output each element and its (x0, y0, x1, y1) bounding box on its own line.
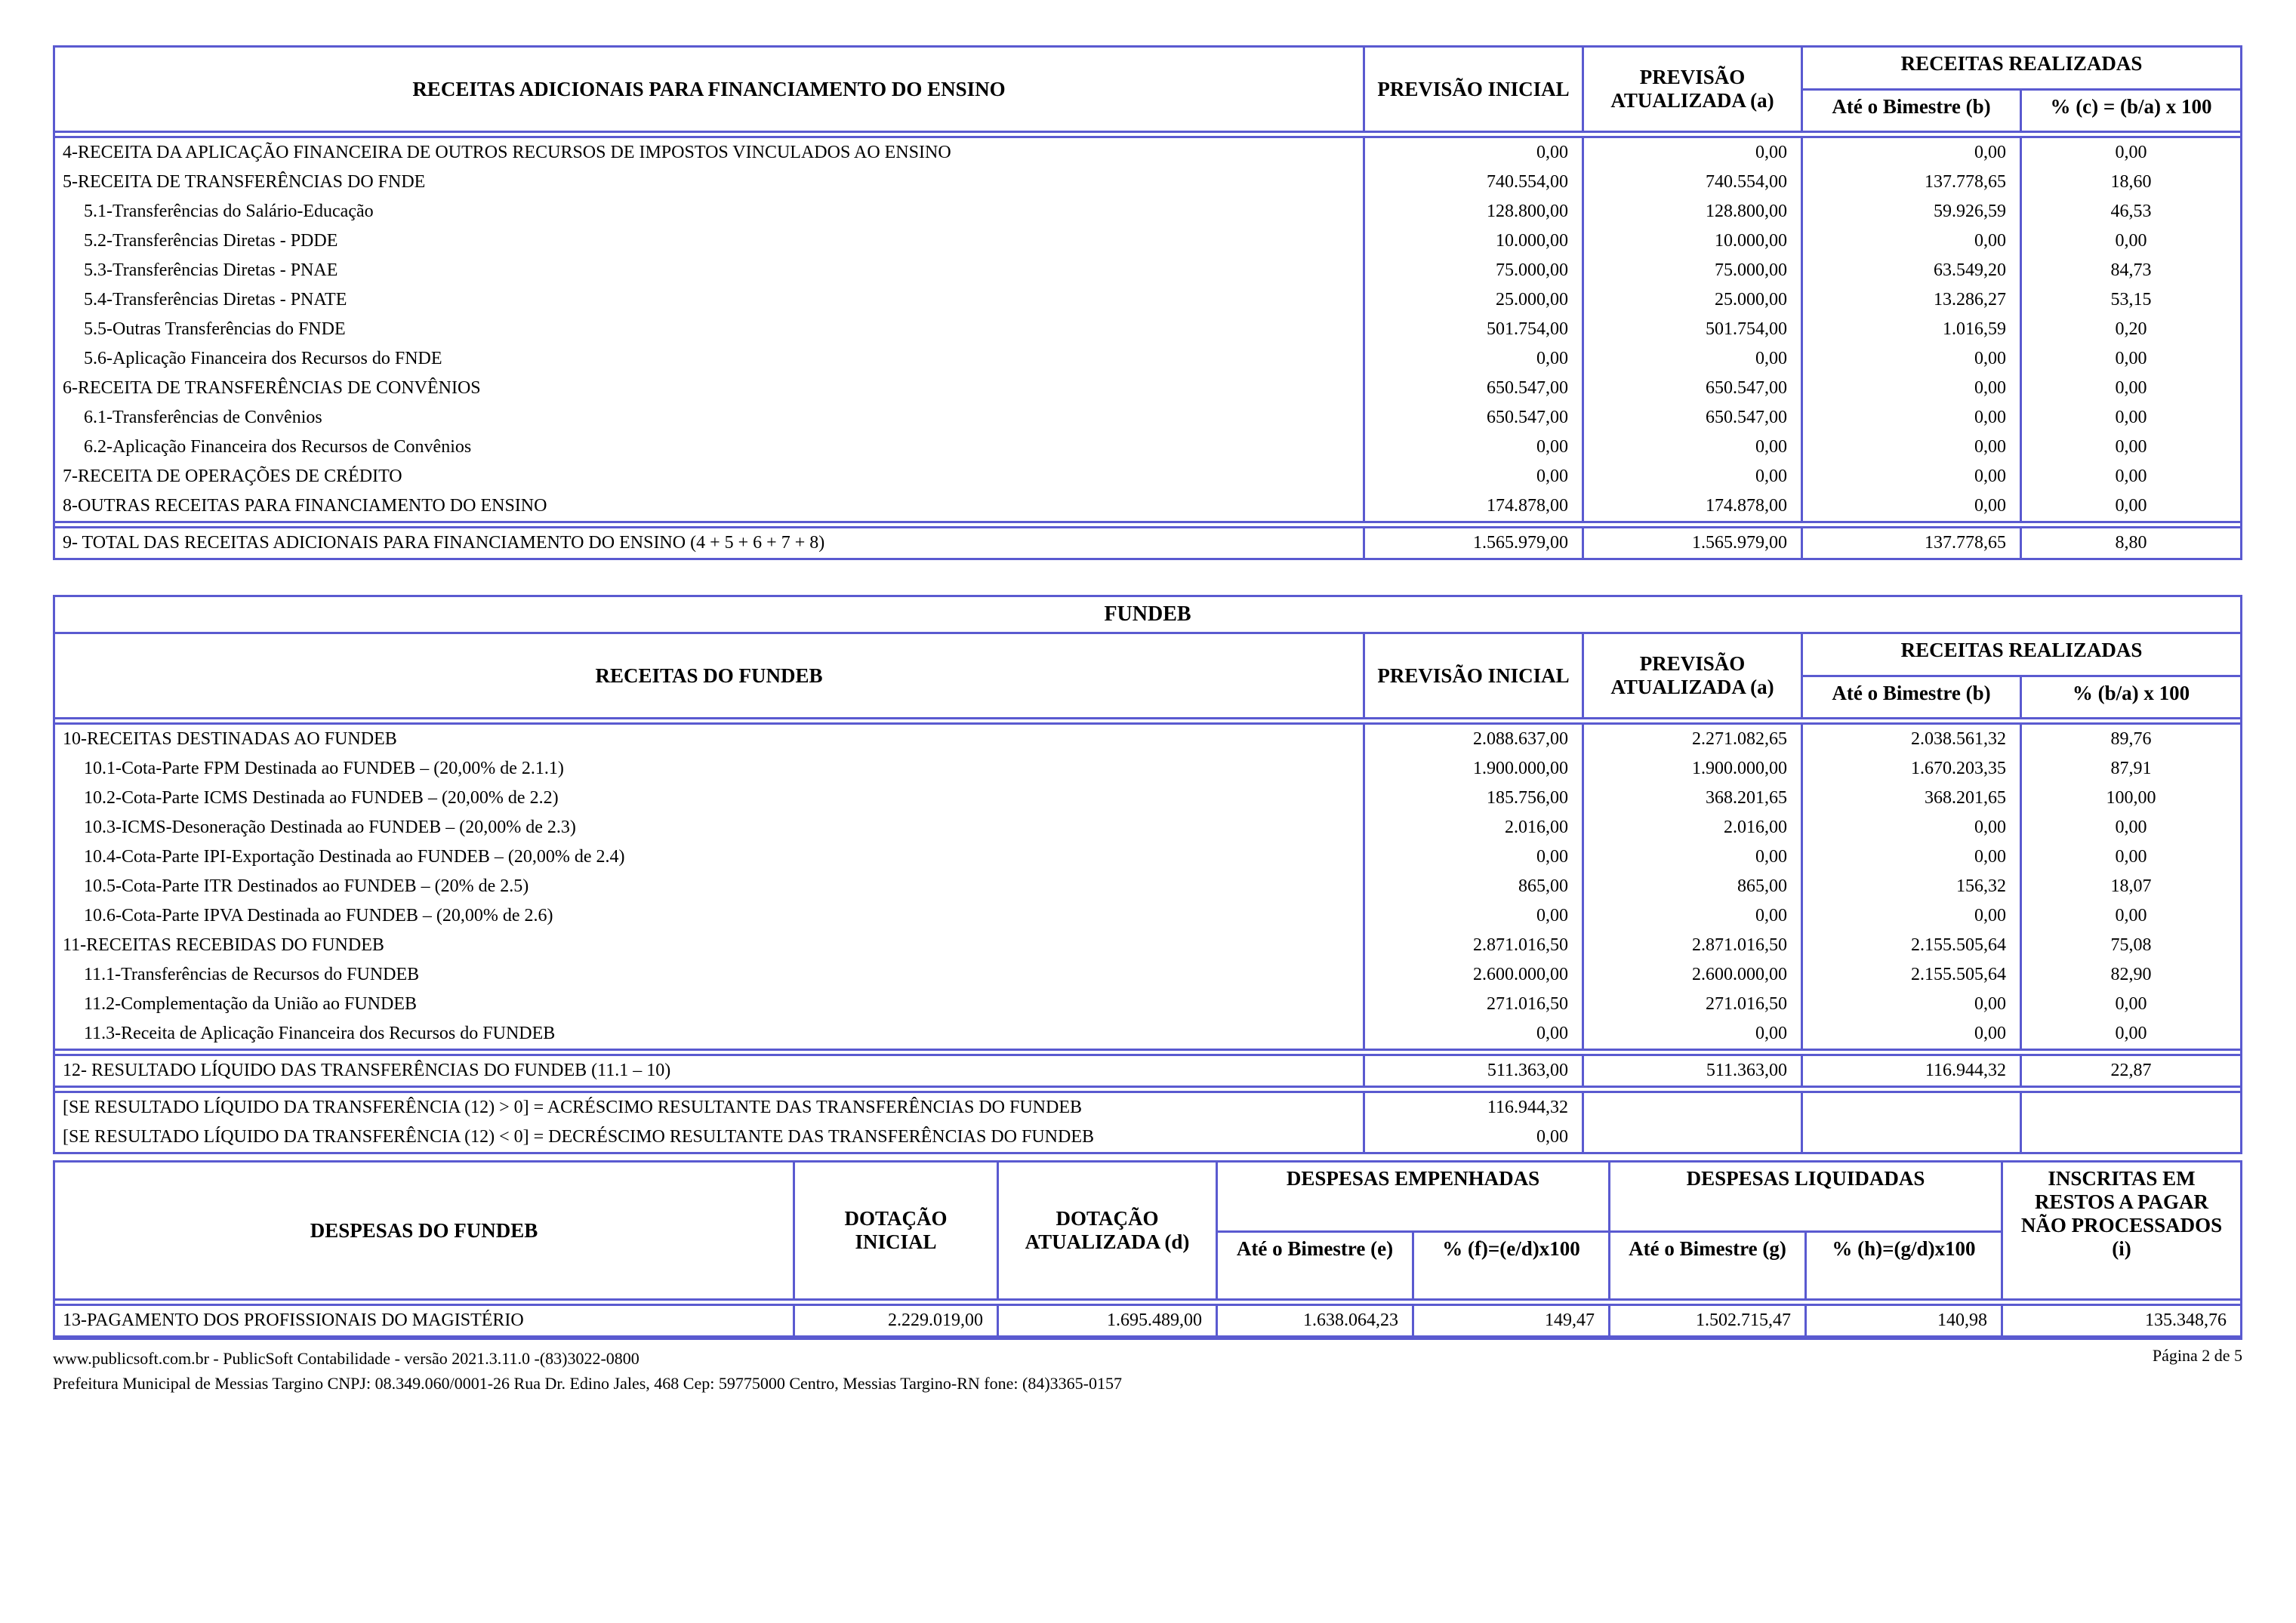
note-empty-1 (1584, 1123, 1803, 1152)
cell-bimestre: 0,00 (1803, 374, 2022, 403)
total-prev-inicial: 1.565.979,00 (1365, 528, 1584, 558)
cell-bimestre: 0,00 (1803, 433, 2022, 462)
cell-bimestre: 0,00 (1803, 403, 2022, 433)
th-liq-ate-bimestre: Até o Bimestre (g) (1610, 1233, 1807, 1298)
th-previsao-atualizada: PREVISÃO ATUALIZADA (a) (1584, 634, 1803, 717)
cell-prev-atualizada: 0,00 (1584, 1019, 1803, 1049)
cell-bimestre: 63.549,20 (1803, 256, 2022, 285)
cell-prev-inicial: 650.547,00 (1365, 374, 1584, 403)
cell-prev-atualizada: 174.878,00 (1584, 491, 1803, 521)
page-footer (53, 1338, 2242, 1396)
cell-dotacao-atualizada: 1.695.489,00 (999, 1306, 1218, 1335)
cell-prev-inicial: 25.000,00 (1365, 285, 1584, 315)
table-row (55, 285, 2240, 315)
row-label: 6.2-Aplicação Financeira dos Recursos de Convênios (55, 433, 1365, 462)
cell-bimestre: 368.201,65 (1803, 784, 2022, 813)
cell-pct: 0,00 (2115, 349, 2147, 368)
cell-prev-inicial: 2.600.000,00 (1365, 960, 1584, 990)
note-label: [SE RESULTADO LÍQUIDO DA TRANSFERÊNCIA (12) < 0] = DECRÉSCIMO RESULTANTE DAS TRANSFERÊNCIAS DO FUNDEB (55, 1123, 1365, 1152)
cell-bimestre: 0,00 (1803, 491, 2022, 521)
cell-prev-atualizada: 0,00 (1584, 138, 1803, 168)
cell-bimestre: 0,00 (1803, 1019, 2022, 1049)
total-pct: 8,80 (2115, 533, 2147, 553)
th-receitas-do-fundeb: RECEITAS DO FUNDEB (55, 634, 1365, 717)
cell-prev-atualizada: 2.271.082,65 (1584, 725, 1803, 754)
cell-bimestre: 0,00 (1803, 226, 2022, 256)
cell-restos-pagar: 135.348,76 (2145, 1310, 2227, 1330)
cell-prev-inicial: 0,00 (1365, 1019, 1584, 1049)
cell-bimestre: 2.155.505,64 (1803, 960, 2022, 990)
cell-pct: 18,07 (2110, 876, 2152, 896)
cell-pct: 0,00 (2115, 467, 2147, 486)
cell-prev-inicial: 271.016,50 (1365, 990, 1584, 1019)
cell-prev-inicial: 501.754,00 (1365, 315, 1584, 344)
cell-pct: 0,00 (2115, 847, 2147, 867)
cell-bimestre: 2.038.561,32 (1803, 725, 2022, 754)
th-receitas-adicionais: RECEITAS ADICIONAIS PARA FINANCIAMENTO DO ENSINO (55, 48, 1365, 131)
receitas-adicionais-table (53, 45, 2242, 560)
footer-software-line: www.publicsoft.com.br - PublicSoft Contabilidade - versão 2021.3.11.0 -(83)3022-0800 (53, 1349, 639, 1368)
total-prev-inicial: 511.363,00 (1365, 1056, 1584, 1086)
row-label: 5.4-Transferências Diretas - PNATE (55, 285, 1365, 315)
total-bimestre: 137.778,65 (1803, 528, 2022, 558)
cell-liquidadas-pct: 140,98 (1807, 1306, 2003, 1335)
cell-prev-atualizada: 1.900.000,00 (1584, 754, 1803, 784)
row-label: 10.1-Cota-Parte FPM Destinada ao FUNDEB – (20,00% de 2.1.1) (55, 754, 1365, 784)
cell-pct: 0,00 (2115, 818, 2147, 837)
cell-pct: 0,20 (2115, 319, 2147, 339)
cell-prev-atualizada: 0,00 (1584, 433, 1803, 462)
document-page (53, 45, 2242, 1396)
note-empty-2 (1803, 1093, 2022, 1123)
cell-prev-inicial: 0,00 (1365, 433, 1584, 462)
table-row (55, 754, 2240, 784)
cell-pct: 75,08 (2110, 935, 2152, 955)
cell-prev-inicial: 2.871.016,50 (1365, 931, 1584, 960)
row-label: 5.6-Aplicação Financeira dos Recursos do FNDE (55, 344, 1365, 374)
cell-pct: 84,73 (2110, 260, 2152, 280)
note-empty-3 (2022, 1123, 2240, 1152)
cell-prev-inicial: 0,00 (1365, 138, 1584, 168)
th-ate-o-bimestre: Até o Bimestre (b) (1803, 677, 2022, 717)
section-spacer-2 (53, 1154, 2242, 1160)
cell-pct: 0,00 (2115, 378, 2147, 398)
cell-prev-atualizada: 501.754,00 (1584, 315, 1803, 344)
th-receitas-realizadas: RECEITAS REALIZADAS (1803, 48, 2240, 91)
cell-pct: 46,53 (2110, 202, 2152, 221)
cell-bimestre: 0,00 (1803, 842, 2022, 872)
table2-divider-bar (55, 717, 2240, 725)
table2-notes-divider-bar (55, 1086, 2240, 1093)
cell-pct: 0,00 (2115, 1024, 2147, 1043)
cell-bimestre: 0,00 (1803, 344, 2022, 374)
row-label: 10.6-Cota-Parte IPVA Destinada ao FUNDEB – (20,00% de 2.6) (55, 901, 1365, 931)
table-row (55, 813, 2240, 842)
cell-prev-atualizada: 75.000,00 (1584, 256, 1803, 285)
footer-entity-line: Prefeitura Municipal de Messias Targino CNPJ: 08.349.060/0001-26 Rua Dr. Edino Jales, 468 Cep: 59775000 Centro, Messias Targino-RN fone: (84)3365-0157 (53, 1374, 1122, 1393)
table-row (55, 462, 2240, 491)
cell-prev-atualizada: 128.800,00 (1584, 197, 1803, 226)
th-despesas-do-fundeb: DESPESAS DO FUNDEB (55, 1163, 795, 1298)
note-value: 0,00 (1365, 1123, 1584, 1152)
cell-prev-atualizada: 10.000,00 (1584, 226, 1803, 256)
th-receitas-realizadas: RECEITAS REALIZADAS (1803, 634, 2240, 677)
th-dotacao-inicial: DOTAÇÃO INICIAL (795, 1163, 999, 1298)
cell-pct: 100,00 (2106, 788, 2156, 808)
cell-prev-atualizada: 2.871.016,50 (1584, 931, 1803, 960)
cell-empenhadas-pct: 149,47 (1414, 1306, 1610, 1335)
cell-prev-atualizada: 0,00 (1584, 901, 1803, 931)
table-row (55, 931, 2240, 960)
th-liq-pct: % (h)=(g/d)x100 (1807, 1233, 2003, 1298)
cell-bimestre: 0,00 (1803, 462, 2022, 491)
cell-prev-atualizada: 2.016,00 (1584, 813, 1803, 842)
note-value: 116.944,32 (1365, 1093, 1584, 1123)
cell-prev-inicial: 174.878,00 (1365, 491, 1584, 521)
table-row (55, 1019, 2240, 1049)
row-label: 6-RECEITA DE TRANSFERÊNCIAS DE CONVÊNIOS (55, 374, 1365, 403)
cell-prev-inicial: 0,00 (1365, 462, 1584, 491)
row-label: 5-RECEITA DE TRANSFERÊNCIAS DO FNDE (55, 168, 1365, 197)
cell-prev-inicial: 10.000,00 (1365, 226, 1584, 256)
cell-bimestre: 0,00 (1803, 901, 2022, 931)
th-previsao-inicial: PREVISÃO INICIAL (1365, 48, 1584, 131)
table1-divider-bar (55, 131, 2240, 138)
cell-prev-inicial: 0,00 (1365, 901, 1584, 931)
cell-bimestre: 1.016,59 (1803, 315, 2022, 344)
cell-prev-inicial: 1.900.000,00 (1365, 754, 1584, 784)
th-despesas-empenhadas: DESPESAS EMPENHADAS (1218, 1163, 1610, 1233)
cell-prev-atualizada: 25.000,00 (1584, 285, 1803, 315)
cell-prev-inicial: 0,00 (1365, 344, 1584, 374)
row-label: 11-RECEITAS RECEBIDAS DO FUNDEB (55, 931, 1365, 960)
th-emp-pct: % (f)=(e/d)x100 (1414, 1233, 1610, 1298)
table2-total-divider-bar (55, 1049, 2240, 1056)
table-row (55, 138, 2240, 168)
table-row (55, 433, 2240, 462)
table2-header-row (55, 634, 2240, 677)
cell-prev-inicial: 2.088.637,00 (1365, 725, 1584, 754)
table2-total-row (55, 1056, 2240, 1086)
table-row (55, 901, 2240, 931)
cell-prev-inicial: 650.547,00 (1365, 403, 1584, 433)
table-row (55, 725, 2240, 754)
row-label: 5.1-Transferências do Salário-Educação (55, 197, 1365, 226)
row-label: 10.4-Cota-Parte IPI-Exportação Destinada ao FUNDEB – (20,00% de 2.4) (55, 842, 1365, 872)
cell-prev-atualizada: 271.016,50 (1584, 990, 1803, 1019)
row-label: 5.3-Transferências Diretas - PNAE (55, 256, 1365, 285)
fundeb-despesas-table (53, 1160, 2242, 1338)
cell-pct: 0,00 (2115, 143, 2147, 162)
note-empty-1 (1584, 1093, 1803, 1123)
row-label: 11.2-Complementação da União ao FUNDEB (55, 990, 1365, 1019)
cell-prev-inicial: 75.000,00 (1365, 256, 1584, 285)
note-empty-3 (2022, 1093, 2240, 1123)
note-row-acrescimo (55, 1093, 2240, 1123)
table-row (55, 960, 2240, 990)
cell-bimestre: 137.778,65 (1803, 168, 2022, 197)
table-row (55, 168, 2240, 197)
table-row (55, 491, 2240, 521)
total-label: 12- RESULTADO LÍQUIDO DAS TRANSFERÊNCIAS DO FUNDEB (11.1 – 10) (55, 1056, 1365, 1086)
total-pct: 22,87 (2110, 1061, 2152, 1080)
cell-pct: 0,00 (2115, 496, 2147, 516)
cell-prev-atualizada: 650.547,00 (1584, 403, 1803, 433)
th-previsao-inicial: PREVISÃO INICIAL (1365, 634, 1584, 717)
table3-header-row (55, 1163, 2240, 1233)
cell-prev-atualizada: 650.547,00 (1584, 374, 1803, 403)
total-prev-atualizada: 1.565.979,00 (1584, 528, 1803, 558)
cell-pct: 89,76 (2110, 729, 2152, 749)
row-label: 10-RECEITAS DESTINADAS AO FUNDEB (55, 725, 1365, 754)
row-label: 11.3-Receita de Aplicação Financeira dos Recursos do FUNDEB (55, 1019, 1365, 1049)
cell-prev-atualizada: 865,00 (1584, 872, 1803, 901)
cell-prev-inicial: 740.554,00 (1365, 168, 1584, 197)
page-number: Página 2 de 5 (2152, 1346, 2242, 1365)
cell-prev-atualizada: 2.600.000,00 (1584, 960, 1803, 990)
row-label: 13-PAGAMENTO DOS PROFISSIONAIS DO MAGISTÉRIO (55, 1306, 795, 1335)
cell-pct: 87,91 (2110, 759, 2152, 778)
th-ate-o-bimestre: Até o Bimestre (b) (1803, 91, 2022, 131)
row-label: 8-OUTRAS RECEITAS PARA FINANCIAMENTO DO ENSINO (55, 491, 1365, 521)
th-dotacao-atualizada: DOTAÇÃO ATUALIZADA (d) (999, 1163, 1218, 1298)
cell-bimestre: 13.286,27 (1803, 285, 2022, 315)
th-previsao-atualizada: PREVISÃO ATUALIZADA (a) (1584, 48, 1803, 131)
table-row (55, 990, 2240, 1019)
table-row (55, 344, 2240, 374)
cell-prev-atualizada: 0,00 (1584, 462, 1803, 491)
th-percent-c: % (c) = (b/a) x 100 (2050, 94, 2212, 118)
fundeb-receitas-table (53, 595, 2242, 1154)
cell-empenhadas-bimestre: 1.638.064,23 (1218, 1306, 1414, 1335)
table-row (55, 315, 2240, 344)
row-label: 5.2-Transferências Diretas - PDDE (55, 226, 1365, 256)
cell-pct: 0,00 (2115, 994, 2147, 1014)
row-label: 10.3-ICMS-Desoneração Destinada ao FUNDEB – (20,00% de 2.3) (55, 813, 1365, 842)
table-row (55, 256, 2240, 285)
cell-bimestre: 59.926,59 (1803, 197, 2022, 226)
total-label: 9- TOTAL DAS RECEITAS ADICIONAIS PARA FINANCIAMENTO DO ENSINO (4 + 5 + 6 + 7 + 8) (55, 528, 1365, 558)
row-label: 10.5-Cota-Parte ITR Destinados ao FUNDEB – (20% de 2.5) (55, 872, 1365, 901)
section-spacer (53, 560, 2242, 595)
cell-prev-inicial: 0,00 (1365, 842, 1584, 872)
cell-bimestre: 1.670.203,35 (1803, 754, 2022, 784)
cell-prev-inicial: 2.016,00 (1365, 813, 1584, 842)
cell-pct: 18,60 (2110, 172, 2152, 192)
row-label: 5.5-Outras Transferências do FNDE (55, 315, 1365, 344)
cell-bimestre: 156,32 (1803, 872, 2022, 901)
th-emp-ate-bimestre: Até o Bimestre (e) (1218, 1233, 1414, 1298)
note-empty-2 (1803, 1123, 2022, 1152)
cell-prev-inicial: 185.756,00 (1365, 784, 1584, 813)
table-row (55, 842, 2240, 872)
table-row (55, 197, 2240, 226)
cell-prev-atualizada: 0,00 (1584, 842, 1803, 872)
row-label: 7-RECEITA DE OPERAÇÕES DE CRÉDITO (55, 462, 1365, 491)
table1-total-divider-bar (55, 521, 2240, 528)
cell-dotacao-inicial: 2.229.019,00 (795, 1306, 999, 1335)
row-label: 10.2-Cota-Parte ICMS Destinada ao FUNDEB – (20,00% de 2.2) (55, 784, 1365, 813)
cell-pct: 82,90 (2110, 965, 2152, 984)
cell-bimestre: 0,00 (1803, 813, 2022, 842)
cell-pct: 0,00 (2115, 437, 2147, 457)
total-prev-atualizada: 511.363,00 (1584, 1056, 1803, 1086)
cell-liquidadas-bimestre: 1.502.715,47 (1610, 1306, 1807, 1335)
table-row (55, 374, 2240, 403)
cell-pct: 53,15 (2110, 290, 2152, 310)
cell-bimestre: 0,00 (1803, 138, 2022, 168)
th-percent-ba: % (b/a) x 100 (2072, 681, 2190, 704)
total-bimestre: 116.944,32 (1803, 1056, 2022, 1086)
row-label: 4-RECEITA DA APLICAÇÃO FINANCEIRA DE OUTROS RECURSOS DE IMPOSTOS VINCULADOS AO ENSINO (55, 138, 1365, 168)
cell-pct: 0,00 (2115, 231, 2147, 251)
table1-total-row (55, 528, 2240, 558)
fundeb-band-title: FUNDEB (55, 597, 2240, 634)
cell-pct: 0,00 (2115, 906, 2147, 925)
table1-header-row (55, 48, 2240, 91)
cell-bimestre: 0,00 (1803, 990, 2022, 1019)
table-row (55, 226, 2240, 256)
table-row (55, 403, 2240, 433)
table-row (55, 1306, 2240, 1335)
cell-prev-atualizada: 0,00 (1584, 344, 1803, 374)
table3-divider-bar (55, 1298, 2240, 1306)
th-despesas-liquidadas: DESPESAS LIQUIDADAS (1610, 1163, 2003, 1233)
th-inscritas-restos-pagar: INSCRITAS EM RESTOS A PAGAR NÃO PROCESSADOS (i) (2020, 1167, 2223, 1260)
cell-bimestre: 2.155.505,64 (1803, 931, 2022, 960)
table-row (55, 784, 2240, 813)
row-label: 11.1-Transferências de Recursos do FUNDEB (55, 960, 1365, 990)
note-row-decrescimo (55, 1123, 2240, 1152)
cell-prev-atualizada: 368.201,65 (1584, 784, 1803, 813)
cell-prev-inicial: 128.800,00 (1365, 197, 1584, 226)
cell-prev-atualizada: 740.554,00 (1584, 168, 1803, 197)
cell-pct: 0,00 (2115, 408, 2147, 427)
cell-prev-inicial: 865,00 (1365, 872, 1584, 901)
row-label: 6.1-Transferências de Convênios (55, 403, 1365, 433)
table-row (55, 872, 2240, 901)
note-label: [SE RESULTADO LÍQUIDO DA TRANSFERÊNCIA (12) > 0] = ACRÉSCIMO RESULTANTE DAS TRANSFERÊNCIAS DO FUNDEB (55, 1093, 1365, 1123)
